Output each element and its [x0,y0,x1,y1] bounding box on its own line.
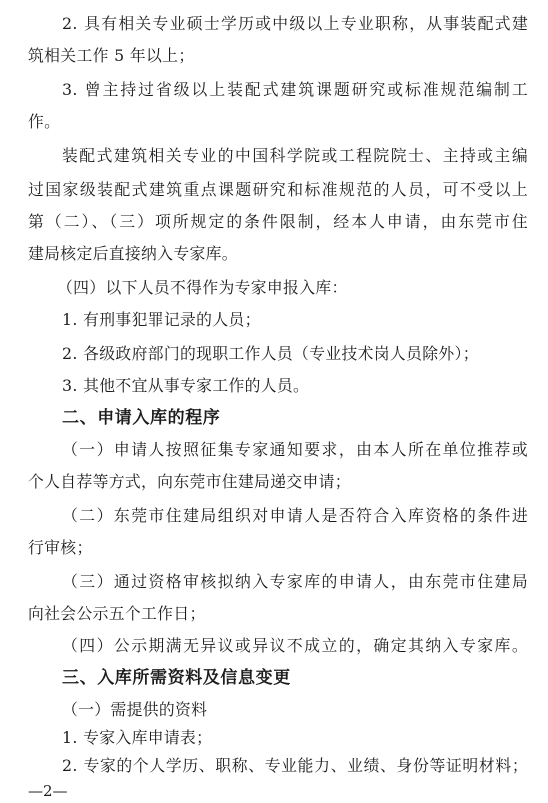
section-heading: 三、入库所需资料及信息变更 [62,668,291,688]
para-line: （一）申请人按照征集专家通知要求，由本人所在单位推荐或 [62,440,528,459]
para-line: 行审核； [28,538,93,557]
para-line: 过国家级装配式建筑重点课题研究和标准规范的人员，可不受以上 [28,180,528,199]
para-line: 装配式建筑相关专业的中国科学院或工程院院士、主持或主编 [62,146,528,165]
para-line: 2. 专家的个人学历、职称、专业能力、业绩、身份等证明材料； [62,756,528,775]
para-line: 筑相关工作 5 年以上； [28,46,195,65]
para-line: （四）公示期满无异议或异议不成立的，确定其纳入专家库。 [62,636,528,655]
para-line: 2. 具有相关专业硕士学历或中级以上专业职称，从事装配式建 [62,14,528,33]
section-heading: 二、申请入库的程序 [62,408,221,428]
para-line: 3. 其他不宜从事专家工作的人员。 [62,376,310,395]
para-line: 第（二）、（三）项所规定的条件限制，经本人申请，由东莞市住 [28,212,528,231]
para-line: 作。 [28,112,61,131]
para-line: 1. 有刑事犯罪记录的人员； [62,310,261,329]
para-line: （一）需提供的资料 [62,700,208,719]
para-line: 向社会公示五个工作日； [28,604,206,623]
page-number: —2— [28,782,68,800]
para-line: 3. 曾主持过省级以上装配式建筑课题研究或标准规范编制工 [62,80,528,99]
para-line: 2. 各级政府部门的现职工作人员（专业技术岗人员除外）； [62,344,479,363]
para-line: （四）以下人员不得作为专家申报入库： [57,278,348,297]
para-line: （二）东莞市住建局组织对申请人是否符合入库资格的条件进 [62,506,528,525]
para-line: （三）通过资格审核拟纳入专家库的申请人，由东莞市住建局 [62,572,528,591]
para-line: 个人自荐等方式，向东莞市住建局递交申请； [28,472,351,491]
para-line: 建局核定后直接纳入专家库。 [28,244,238,263]
para-line: 1. 专家入库申请表； [62,728,213,747]
